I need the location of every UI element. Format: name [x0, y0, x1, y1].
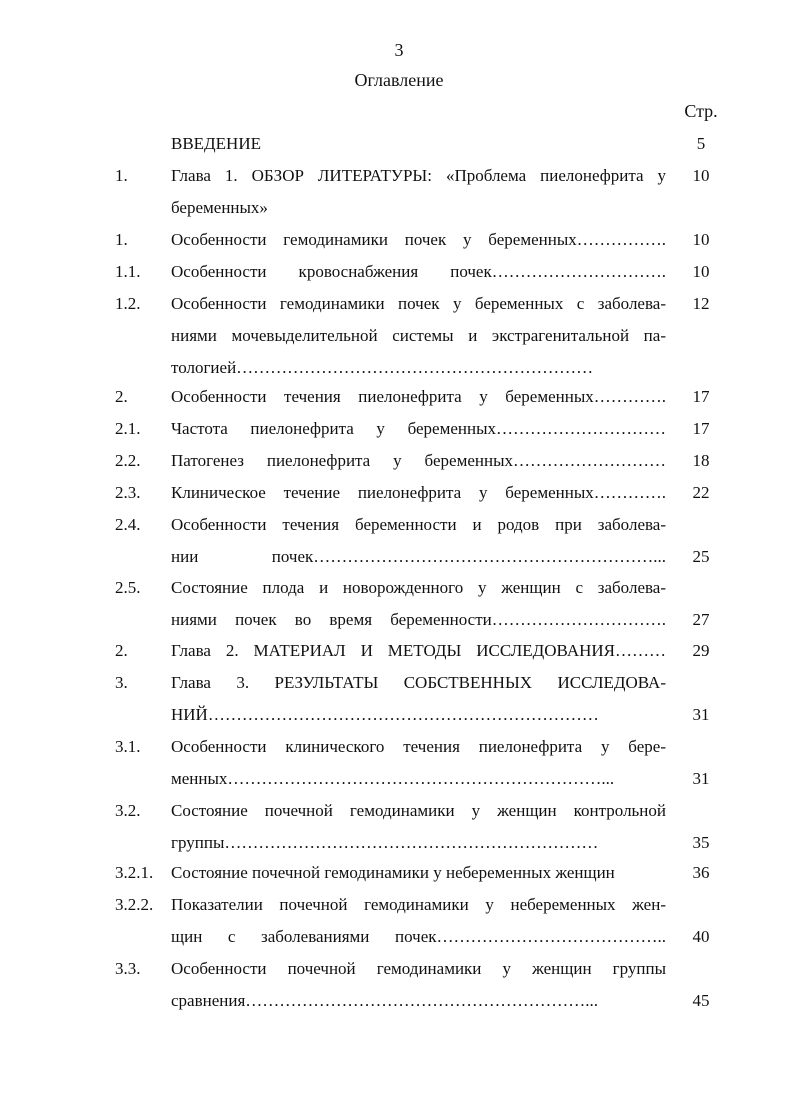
toc-entry-title-line: Глава 2. МАТЕРИАЛ И МЕТОДЫ ИССЛЕДОВАНИЯ………: [171, 641, 666, 660]
toc-entry-number: 3.1.: [115, 737, 141, 756]
toc-entry-title-line: щин с заболеваниями почек…………………………………..: [171, 927, 666, 946]
toc-entry-page: 10: [692, 262, 710, 281]
toc-entry-page: 29: [692, 641, 710, 660]
toc-entry-number: 3.: [115, 673, 128, 692]
toc-entry-title-line: Особенности течения пиелонефрита у беременных………….: [171, 387, 666, 406]
toc-entry-page: 5: [696, 134, 706, 153]
toc-entry-page: 18: [692, 451, 710, 470]
toc-entry-number: 1.: [115, 166, 128, 185]
toc-entry-number: 3.2.2.: [115, 895, 154, 914]
toc-entry-number: 2.: [115, 641, 128, 660]
toc-entry-title-line: Особенности гемодинамики почек у беременных с заболева-: [171, 294, 666, 313]
toc-entry-title-line: Патогенез пиелонефрита у беременных………………………: [171, 451, 666, 470]
toc-entry-title-line: менных…………………………………………………………...: [171, 769, 615, 788]
toc-entry-title-line: тологией………………………………………………………: [171, 358, 594, 377]
toc-entry-number: 2.4.: [115, 515, 141, 534]
toc-entry-number: 2.1.: [115, 419, 141, 438]
toc-entry-page: 31: [692, 705, 710, 724]
toc-entry-number: 3.2.1.: [115, 863, 154, 882]
toc-entry-number: 2.5.: [115, 578, 141, 597]
toc-entry-page: 35: [692, 833, 710, 852]
toc-entry-title-line: Глава 1. ОБЗОР ЛИТЕРАТУРЫ: «Проблема пиелонефрита у: [171, 166, 666, 185]
toc-entry-title-line: группы…………………………………………………………: [171, 833, 599, 852]
page-number: 3: [394, 40, 404, 60]
toc-entry-page: 17: [692, 419, 710, 438]
toc-entry-page: 27: [692, 610, 710, 629]
toc-entry-page: 25: [692, 547, 710, 566]
toc-entry-title-line: ниями мочевыделительной системы и экстрагенитальной па-: [171, 326, 666, 345]
toc-entry-title-line: Показателии почечной гемодинамики у небеременных жен-: [171, 895, 666, 914]
toc-entry-page: 45: [692, 991, 710, 1010]
toc-entry-title-line: Состояние почечной гемодинамики у небеременных женщин: [171, 863, 615, 882]
toc-entry-number: 3.2.: [115, 801, 141, 820]
toc-entry-title-line: Состояние почечной гемодинамики у женщин контрольной: [171, 801, 666, 820]
toc-entry-number: 2.2.: [115, 451, 141, 470]
toc-entry-number: 1.: [115, 230, 128, 249]
toc-entry-title-line: Глава 3. РЕЗУЛЬТАТЫ СОБСТВЕННЫХ ИССЛЕДОВА-: [171, 673, 666, 692]
toc-entry-page: 22: [692, 483, 710, 502]
toc-entry-title-line: нии почек……………………………………………………...: [171, 547, 666, 566]
toc-entry-page: 40: [692, 927, 710, 946]
toc-entry-title-line: сравнения……………………………………………………...: [171, 991, 599, 1010]
toc-entry-title-line: беременных»: [171, 198, 268, 217]
toc-entry-number: 2.: [115, 387, 128, 406]
toc-entry-title-line: Особенности клинического течения пиелонефрита у бере-: [171, 737, 666, 756]
toc-entry-number: 2.3.: [115, 483, 141, 502]
toc-entry-title-line: Особенности гемодинамики почек у беременных…………….: [171, 230, 666, 249]
toc-entry-title-line: Частота пиелонефрита у беременных…………………………: [171, 419, 666, 438]
toc-entry-title-line: Особенности течения беременности и родов при заболева-: [171, 515, 666, 534]
toc-entry-title-line: Особенности кровоснабжения почек………………………….: [171, 262, 666, 281]
toc-entry-page: 31: [692, 769, 710, 788]
toc-entry-number: 3.3.: [115, 959, 141, 978]
toc-entry-title-line: Клиническое течение пиелонефрита у беременных………….: [171, 483, 666, 502]
toc-entry-number: 1.1.: [115, 262, 141, 281]
toc-entry-title-line: ниями почек во время беременности………………………….: [171, 610, 666, 629]
toc-entry-title-line: ВВЕДЕНИЕ: [171, 134, 261, 153]
toc-entry-page: 10: [692, 166, 710, 185]
toc-entry-page: 10: [692, 230, 710, 249]
page-column-header: Стр.: [684, 101, 718, 121]
toc-entry-title-line: Особенности почечной гемодинамики у женщин группы: [171, 959, 666, 978]
toc-entry-title-line: НИЙ……………………………………………………………: [171, 705, 599, 724]
toc-entry-page: 12: [692, 294, 710, 313]
toc-entry-page: 36: [692, 863, 710, 882]
toc-title: Оглавление: [354, 70, 444, 90]
toc-entry-title-line: Состояние плода и новорожденного у женщин с заболева-: [171, 578, 666, 597]
toc-entry-page: 17: [692, 387, 710, 406]
toc-entry-number: 1.2.: [115, 294, 141, 313]
